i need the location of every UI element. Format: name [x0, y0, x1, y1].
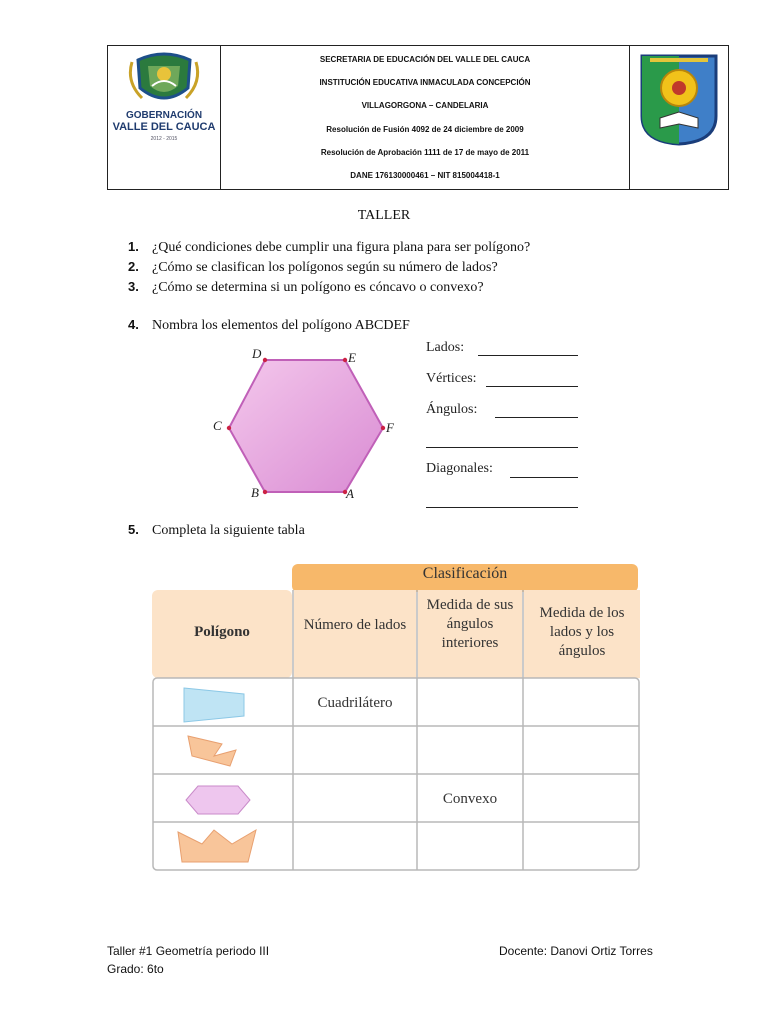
header-line: DANE 176130000461 – NIT 815004418-1 — [350, 170, 500, 180]
label-vertices: Vértices: — [426, 371, 477, 386]
vertex-label-a: A — [346, 486, 354, 501]
cell-row3-angulos[interactable]: Convexo — [442, 791, 498, 807]
cell-row1-numero-lados[interactable]: Cuadrilátero — [317, 695, 393, 711]
header-line: VILLAGORGONA – CANDELARIA — [361, 101, 489, 111]
school-logo — [630, 46, 728, 189]
question-5 — [128, 522, 305, 539]
vertex-label-b: B — [251, 485, 259, 500]
label-angulos: Ángulos: — [426, 402, 478, 417]
col-header-numero-lados: Número de lados — [303, 617, 407, 633]
answer-line-extra[interactable] — [426, 447, 578, 448]
classification-table — [152, 560, 640, 880]
footer-grade: Grado: 6to — [107, 962, 164, 976]
question-4 — [128, 317, 410, 334]
question-3 — [128, 279, 484, 296]
hexagon-figure — [205, 340, 405, 505]
school-crest-icon — [630, 46, 728, 189]
col-header-poligono: Polígono — [194, 624, 250, 640]
footer-course: Taller #1 Geometría periodo III — [107, 944, 270, 958]
question-number: 1. — [128, 239, 139, 254]
label-lados: Lados: — [426, 340, 465, 355]
answer-line-vertices[interactable] — [486, 386, 578, 387]
answer-line-diagonales[interactable] — [510, 477, 578, 478]
trapezoid-shape-icon — [184, 688, 244, 722]
governorate-region: VALLE DEL CAUCA — [112, 121, 216, 133]
vertex-label-f: F — [386, 420, 394, 435]
question-number: 2. — [128, 259, 139, 274]
vertex-label-c: C — [213, 418, 222, 433]
concave-polygon-icon — [188, 736, 236, 766]
valle-coat-of-arms-icon — [108, 46, 220, 110]
question-text: ¿Qué condiciones debe cumplir una figura plana para ser polígono? — [152, 240, 531, 255]
governorate-logo — [108, 46, 221, 189]
header-line: Resolución de Fusión 4092 de 24 diciembre de 2009 — [326, 124, 524, 134]
vertex-label-d: D — [252, 346, 262, 361]
answer-line-lados[interactable] — [478, 355, 578, 356]
col-header-angulos-interiores: Medida de sus ángulos interiores — [426, 597, 514, 651]
question-2 — [128, 259, 498, 276]
document-header — [107, 45, 729, 190]
group-header: Clasificación — [422, 565, 508, 582]
question-text: Nombra los elementos del polígono ABCDEF — [152, 318, 410, 333]
vertex-label-e: E — [348, 350, 356, 365]
header-line: SECRETARIA DE EDUCACIÓN DEL VALLE DEL CAUCA — [319, 55, 531, 65]
governorate-label: GOBERNACIÓN — [125, 110, 203, 121]
label-diagonales: Diagonales: — [426, 461, 493, 476]
crown-polygon-icon — [178, 830, 256, 862]
question-1 — [128, 239, 530, 256]
question-text: Completa la siguiente tabla — [152, 523, 305, 538]
question-number: 4. — [128, 317, 139, 332]
header-line: INSTITUCIÓN EDUCATIVA INMACULADA CONCEPCIÓN — [319, 78, 531, 88]
question-text: ¿Cómo se clasifican los polígonos según su número de lados? — [152, 260, 498, 275]
answer-line-angulos[interactable] — [495, 417, 578, 418]
question-number: 5. — [128, 522, 139, 537]
institution-info — [221, 46, 630, 189]
footer-teacher: Docente: Danovi Ortiz Torres — [499, 944, 653, 958]
col-header-lados-angulos: Medida de los lados y los ángulos — [539, 605, 625, 659]
header-line: Resolución de Aprobación 1111 de 17 de mayo de 2011 — [320, 147, 530, 157]
page-title: TALLER — [357, 208, 411, 223]
question-text: ¿Cómo se determina si un polígono es cóncavo o convexo? — [152, 280, 484, 295]
hexagon-shape-icon — [186, 786, 250, 814]
governorate-period: 2012 - 2015 — [150, 136, 178, 142]
question-number: 3. — [128, 279, 139, 294]
answer-line-diagonales-2[interactable] — [426, 507, 578, 508]
hexagon-shape — [229, 360, 383, 492]
